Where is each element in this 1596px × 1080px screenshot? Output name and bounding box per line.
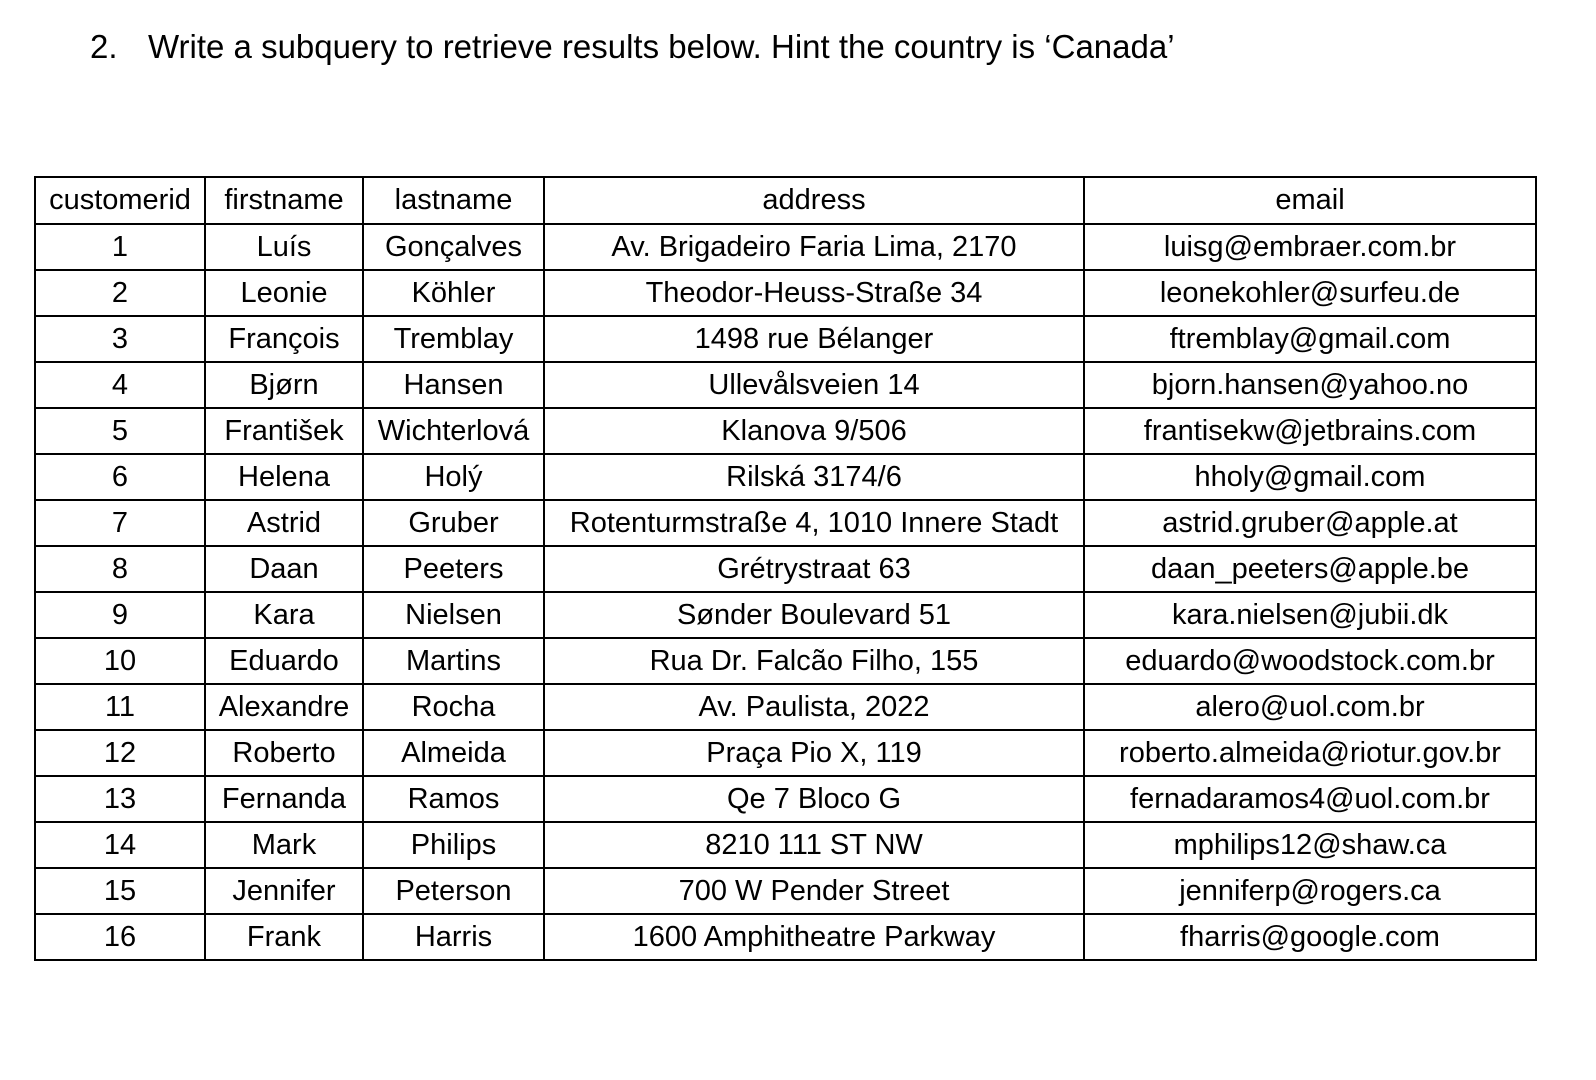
cell-email: alero@uol.com.br	[1084, 684, 1536, 730]
cell-lastname: Harris	[363, 914, 544, 960]
cell-address: 1498 rue Bélanger	[544, 316, 1084, 362]
cell-address: Klanova 9/506	[544, 408, 1084, 454]
cell-lastname: Nielsen	[363, 592, 544, 638]
cell-customerid: 9	[35, 592, 205, 638]
cell-lastname: Gruber	[363, 500, 544, 546]
table-row	[35, 868, 1536, 914]
cell-firstname: Fernanda	[205, 776, 363, 822]
cell-address: Praça Pio X, 119	[544, 730, 1084, 776]
header-row	[35, 177, 1536, 224]
cell-customerid: 4	[35, 362, 205, 408]
cell-customerid: 10	[35, 638, 205, 684]
cell-address: 1600 Amphitheatre Parkway	[544, 914, 1084, 960]
cell-firstname: Astrid	[205, 500, 363, 546]
question-heading	[90, 28, 1175, 66]
cell-lastname: Tremblay	[363, 316, 544, 362]
cell-firstname: Kara	[205, 592, 363, 638]
cell-email: roberto.almeida@riotur.gov.br	[1084, 730, 1536, 776]
cell-firstname: Frank	[205, 914, 363, 960]
cell-customerid: 7	[35, 500, 205, 546]
cell-lastname: Ramos	[363, 776, 544, 822]
cell-customerid: 15	[35, 868, 205, 914]
cell-address: Rilská 3174/6	[544, 454, 1084, 500]
cell-address: Ullevålsveien 14	[544, 362, 1084, 408]
cell-email: astrid.gruber@apple.at	[1084, 500, 1536, 546]
cell-lastname: Philips	[363, 822, 544, 868]
cell-email: fharris@google.com	[1084, 914, 1536, 960]
table-row	[35, 684, 1536, 730]
cell-address: Av. Paulista, 2022	[544, 684, 1084, 730]
cell-lastname: Martins	[363, 638, 544, 684]
question-text: Write a subquery to retrieve results below. Hint the country is ‘Canada’	[148, 28, 1175, 65]
table-row	[35, 362, 1536, 408]
cell-address: Qe 7 Bloco G	[544, 776, 1084, 822]
cell-address: Rotenturmstraße 4, 1010 Innere Stadt	[544, 500, 1084, 546]
cell-email: eduardo@woodstock.com.br	[1084, 638, 1536, 684]
cell-address: 700 W Pender Street	[544, 868, 1084, 914]
table-row	[35, 546, 1536, 592]
cell-address: Grétrystraat 63	[544, 546, 1084, 592]
column-header-lastname: lastname	[363, 177, 544, 224]
cell-firstname: Leonie	[205, 270, 363, 316]
cell-lastname: Hansen	[363, 362, 544, 408]
table-row	[35, 316, 1536, 362]
table-row	[35, 270, 1536, 316]
cell-address: Theodor-Heuss-Straße 34	[544, 270, 1084, 316]
cell-customerid: 1	[35, 224, 205, 270]
table-row	[35, 914, 1536, 960]
table-row	[35, 638, 1536, 684]
table-row	[35, 730, 1536, 776]
cell-email: daan_peeters@apple.be	[1084, 546, 1536, 592]
cell-email: bjorn.hansen@yahoo.no	[1084, 362, 1536, 408]
cell-firstname: François	[205, 316, 363, 362]
cell-customerid: 5	[35, 408, 205, 454]
cell-customerid: 13	[35, 776, 205, 822]
cell-email: luisg@embraer.com.br	[1084, 224, 1536, 270]
cell-lastname: Holý	[363, 454, 544, 500]
cell-customerid: 2	[35, 270, 205, 316]
table-row	[35, 500, 1536, 546]
question-number: 2.	[90, 28, 118, 65]
cell-address: Av. Brigadeiro Faria Lima, 2170	[544, 224, 1084, 270]
cell-lastname: Gonçalves	[363, 224, 544, 270]
column-header-firstname: firstname	[205, 177, 363, 224]
cell-customerid: 16	[35, 914, 205, 960]
cell-firstname: František	[205, 408, 363, 454]
cell-firstname: Bjørn	[205, 362, 363, 408]
cell-customerid: 14	[35, 822, 205, 868]
table-row	[35, 592, 1536, 638]
cell-email: jenniferp@rogers.ca	[1084, 868, 1536, 914]
cell-customerid: 12	[35, 730, 205, 776]
cell-firstname: Eduardo	[205, 638, 363, 684]
cell-lastname: Peterson	[363, 868, 544, 914]
table-row	[35, 822, 1536, 868]
table-row	[35, 408, 1536, 454]
cell-email: kara.nielsen@jubii.dk	[1084, 592, 1536, 638]
cell-customerid: 6	[35, 454, 205, 500]
column-header-address: address	[544, 177, 1084, 224]
cell-email: frantisekw@jetbrains.com	[1084, 408, 1536, 454]
cell-email: ftremblay@gmail.com	[1084, 316, 1536, 362]
cell-lastname: Köhler	[363, 270, 544, 316]
cell-email: mphilips12@shaw.ca	[1084, 822, 1536, 868]
cell-customerid: 8	[35, 546, 205, 592]
table-row	[35, 776, 1536, 822]
cell-lastname: Almeida	[363, 730, 544, 776]
cell-firstname: Jennifer	[205, 868, 363, 914]
table-row	[35, 224, 1536, 270]
cell-customerid: 11	[35, 684, 205, 730]
cell-address: Rua Dr. Falcão Filho, 155	[544, 638, 1084, 684]
cell-firstname: Roberto	[205, 730, 363, 776]
cell-firstname: Luís	[205, 224, 363, 270]
results-body	[35, 224, 1536, 960]
cell-lastname: Rocha	[363, 684, 544, 730]
column-header-customerid: customerid	[35, 177, 205, 224]
cell-firstname: Helena	[205, 454, 363, 500]
cell-lastname: Wichterlová	[363, 408, 544, 454]
cell-email: leonekohler@surfeu.de	[1084, 270, 1536, 316]
cell-firstname: Daan	[205, 546, 363, 592]
cell-address: 8210 111 ST NW	[544, 822, 1084, 868]
cell-address: Sønder Boulevard 51	[544, 592, 1084, 638]
cell-customerid: 3	[35, 316, 205, 362]
cell-email: hholy@gmail.com	[1084, 454, 1536, 500]
cell-lastname: Peeters	[363, 546, 544, 592]
cell-email: fernadaramos4@uol.com.br	[1084, 776, 1536, 822]
column-header-email: email	[1084, 177, 1536, 224]
cell-firstname: Mark	[205, 822, 363, 868]
results-table	[34, 176, 1537, 961]
cell-firstname: Alexandre	[205, 684, 363, 730]
table-row	[35, 454, 1536, 500]
